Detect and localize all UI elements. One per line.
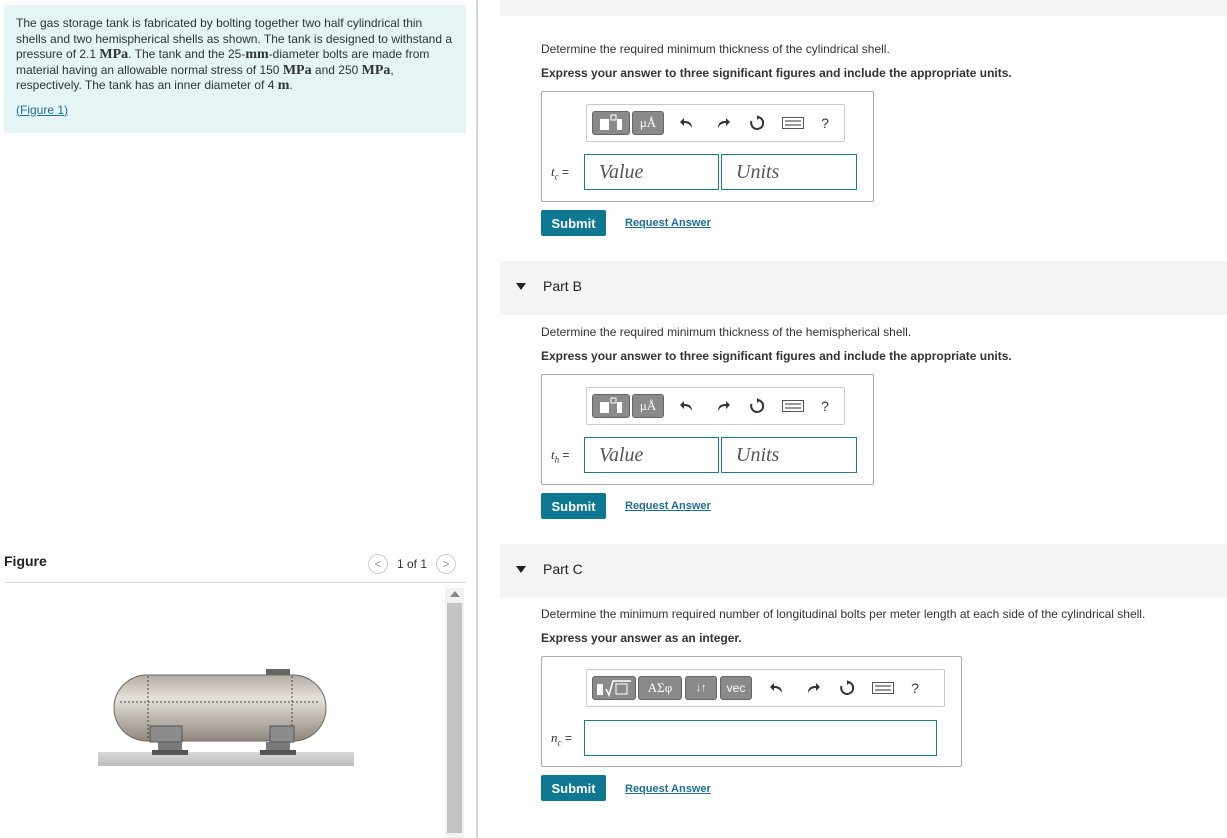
part-c-submit-button[interactable]: Submit (541, 775, 606, 801)
sqrt-template-icon (596, 679, 632, 697)
part-a-variable (551, 164, 569, 182)
part-a-instruction: Express your answer to three significant figures and include the appropriate units. (541, 66, 1012, 80)
figure-page-count: 1 of 1 (397, 557, 428, 571)
problem-text: . The tank and the 25- (128, 47, 246, 61)
stress-unit: MPa (282, 62, 312, 78)
template-icon (599, 397, 623, 415)
pressure-unit: MPa (99, 47, 129, 62)
part-b-equals: = (559, 448, 570, 462)
part-b-variable-subscript: h (554, 454, 560, 465)
part-c-variable-symbol: n (551, 730, 558, 745)
undo-icon[interactable] (764, 675, 790, 701)
reset-icon[interactable] (744, 110, 770, 136)
part-c-label: Part C (543, 561, 583, 577)
subscript-superscript-button[interactable]: ↓↑ (685, 676, 717, 700)
diameter-unit: m (277, 78, 290, 93)
part-b-request-answer-link[interactable]: Request Answer (625, 500, 711, 512)
help-icon[interactable]: ? (911, 680, 919, 696)
part-c-variable (551, 730, 572, 748)
figure-title: Figure (4, 553, 47, 569)
problem-text: The gas storage tank is fabricated by bolting together two half cylindrical thin shells and two hemispherical shells as shown. The tank is designed to withstand a pressure of 2.1 (16, 16, 453, 61)
problem-text: -diameter bolts are made from material having an allowable normal stress of 150 (16, 47, 430, 77)
scrollbar-thumb[interactable] (447, 603, 462, 833)
vector-button[interactable]: vec (720, 676, 752, 700)
part-b-submit-button[interactable]: Submit (541, 493, 606, 519)
part-b-label: Part B (543, 278, 582, 294)
part-a-value-input[interactable]: Value (584, 154, 719, 190)
redo-icon[interactable] (800, 675, 826, 701)
part-a-question: Determine the required minimum thickness of the cylindrical shell. (541, 42, 890, 56)
gas-tank-figure (98, 666, 358, 770)
figure-scrollbar[interactable] (445, 588, 464, 838)
part-c-toolbar (586, 669, 945, 707)
keyboard-icon[interactable] (868, 675, 898, 701)
part-b-toolbar (586, 387, 845, 425)
stress-unit: MPa (361, 62, 391, 78)
part-a-variable-subscript: c (554, 171, 559, 182)
reset-icon[interactable] (834, 675, 860, 701)
problem-statement (4, 5, 466, 133)
units-button[interactable]: μÅ (632, 111, 664, 135)
problem-text: and 250 (311, 62, 362, 77)
templates-button[interactable] (592, 111, 630, 135)
part-a-request-answer-link[interactable]: Request Answer (625, 217, 711, 229)
help-icon[interactable]: ? (821, 115, 829, 131)
next-figure-button[interactable]: > (436, 554, 456, 574)
part-a-equals: = (558, 165, 569, 179)
prev-figure-button[interactable]: < (368, 554, 388, 574)
figure-link[interactable]: (Figure 1) (16, 102, 69, 117)
problem-text: . (289, 78, 293, 92)
part-a-variable-symbol: t (551, 164, 555, 179)
template-icon (599, 114, 623, 132)
part-b-units-input[interactable]: Units (721, 437, 857, 473)
help-icon[interactable]: ? (821, 398, 829, 414)
part-c-question: Determine the minimum required number of longitudinal bolts per meter length at each side of the cylindrical shell. (541, 607, 1146, 621)
part-b-value-input[interactable]: Value (584, 437, 719, 473)
part-a-toolbar (586, 104, 845, 142)
part-c-variable-subscript: c (557, 737, 562, 748)
undo-icon[interactable] (674, 393, 700, 419)
bolt-unit: mm (245, 47, 269, 62)
scroll-up-icon[interactable] (450, 591, 460, 597)
reset-icon[interactable] (744, 393, 770, 419)
templates-button[interactable] (592, 394, 630, 418)
units-button[interactable]: μÅ (632, 394, 664, 418)
part-b-instruction: Express your answer to three significant figures and include the appropriate units. (541, 349, 1012, 363)
collapse-triangle-icon[interactable] (516, 566, 526, 573)
keyboard-icon[interactable] (778, 110, 808, 136)
part-b-question: Determine the required minimum thickness of the hemispherical shell. (541, 325, 912, 339)
part-c-header[interactable] (500, 544, 1227, 598)
part-b-variable-symbol: t (551, 447, 555, 462)
part-c-answer-input[interactable] (584, 720, 937, 756)
templates-button[interactable] (592, 676, 636, 700)
keyboard-icon[interactable] (778, 393, 808, 419)
redo-icon[interactable] (710, 393, 736, 419)
part-c-request-answer-link[interactable]: Request Answer (625, 783, 711, 795)
part-c-equals: = (561, 731, 572, 745)
part-b-header[interactable] (500, 261, 1227, 315)
column-divider (476, 0, 478, 838)
part-a-submit-button[interactable]: Submit (541, 210, 606, 236)
redo-icon[interactable] (710, 110, 736, 136)
part-b-variable (551, 447, 569, 465)
figure-pager (368, 553, 456, 575)
collapse-triangle-icon[interactable] (516, 283, 526, 290)
part-c-instruction: Express your answer as an integer. (541, 631, 742, 645)
greek-symbols-button[interactable]: ΑΣφ (638, 676, 682, 700)
part-a-header[interactable] (500, 0, 1227, 16)
figure-divider (4, 582, 466, 583)
problem-text: , respectively. The tank has an inner diameter of 4 (16, 62, 394, 92)
part-a-units-input[interactable]: Units (721, 154, 857, 190)
undo-icon[interactable] (674, 110, 700, 136)
